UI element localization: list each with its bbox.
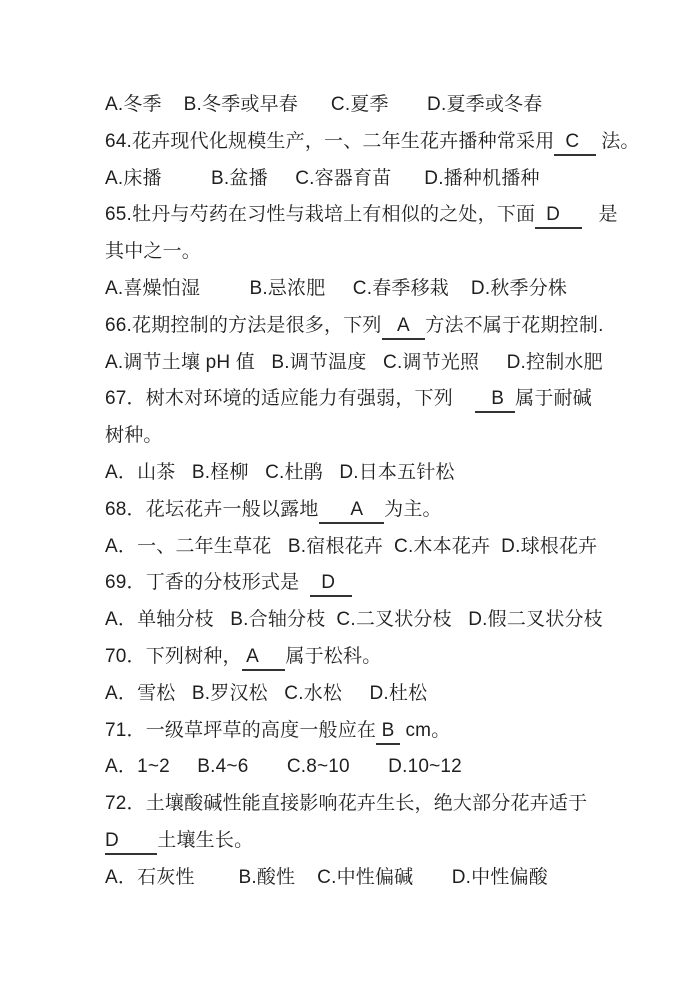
text-run: 为主。 xyxy=(384,498,442,520)
answer-blank: A xyxy=(319,498,385,524)
document-line xyxy=(105,823,680,860)
text-run: 72．土壤酸碱性能直接影响花卉生长，绝大部分花卉适于 xyxy=(105,793,588,815)
document-line xyxy=(105,455,680,492)
document-line xyxy=(105,749,680,786)
text-run: A.冬季 B.冬季或早春 C.夏季 D.夏季或冬春 xyxy=(105,94,543,115)
text-run: 属于耐碱 xyxy=(515,388,592,410)
document-line xyxy=(105,639,680,676)
text-run: A.床播 B.盆播 C.容器育苗 D.播种机播种 xyxy=(105,167,540,189)
text-run: 69．丁香的分枝形式是 xyxy=(105,572,311,594)
answer-blank: D xyxy=(310,571,351,597)
text-run: A．石灰性 B.酸性 C.中性偏碱 D.中性偏酸 xyxy=(105,866,548,888)
text-run: A．单轴分枝 B.合轴分枝 C.二叉状分枝 D.假二叉状分枝 xyxy=(105,609,603,631)
text-run: A.喜燥怕湿 B.忌浓肥 C.春季移栽 D.秋季分株 xyxy=(105,277,568,299)
text-run: cm。 xyxy=(399,719,451,741)
answer-blank: D xyxy=(105,829,157,855)
text-run: 66.花期控制的方法是很多，下列 xyxy=(105,314,382,336)
document-line xyxy=(105,860,680,897)
text-run: 法。 xyxy=(595,130,640,152)
text-run: 土壤生长。 xyxy=(157,829,254,851)
answer-blank: A xyxy=(242,645,286,671)
document-line xyxy=(105,234,680,271)
document-line xyxy=(105,308,680,345)
document-line xyxy=(105,345,680,382)
answer-blank: B xyxy=(376,719,400,745)
document-line xyxy=(105,161,680,198)
text-run: 方法不属于花期控制. xyxy=(425,314,604,336)
text-run: 树种。 xyxy=(105,425,163,447)
text-run: 70．下列树种， xyxy=(105,645,242,667)
text-run: 64.花卉现代化规模生产，一、二年生花卉播种常采用 xyxy=(105,130,555,152)
document-line xyxy=(105,676,680,713)
text-run: A．1~2 B.4~6 C.8~10 D.10~12 xyxy=(105,756,462,778)
text-run: A．山茶 B.柽柳 C.杜鹃 D.日本五针松 xyxy=(105,461,455,483)
text-run: 71．一级草坪草的高度一般应在 xyxy=(105,719,377,741)
text-run: 67．树木对环境的适应能力有强弱，下列 xyxy=(105,388,475,410)
document-line xyxy=(105,124,680,161)
text-run: 其中之一。 xyxy=(105,241,202,263)
answer-blank: D xyxy=(535,203,582,229)
text-run: A．一、二年生草花 B.宿根花卉 C.木本花卉 D.球根花卉 xyxy=(105,535,598,557)
document-line xyxy=(105,87,680,124)
document-line xyxy=(105,418,680,455)
document-line xyxy=(105,602,680,639)
document-line xyxy=(105,529,680,566)
document-line xyxy=(105,786,680,823)
text-run: 是 xyxy=(582,204,618,226)
answer-blank: A xyxy=(382,314,426,340)
answer-blank: C xyxy=(554,130,595,156)
document-line xyxy=(105,271,680,308)
document-line xyxy=(105,565,680,602)
answer-blank: B xyxy=(475,387,515,413)
text-run: 属于松科。 xyxy=(285,645,382,667)
text-run: 68．花坛花卉一般以露地 xyxy=(105,498,319,520)
document-line xyxy=(105,492,680,529)
document-line xyxy=(105,381,680,418)
text-run: A．雪松 B.罗汉松 C.水松 D.杜松 xyxy=(105,682,428,704)
question-list xyxy=(105,87,680,897)
document-line xyxy=(105,713,680,750)
document-line xyxy=(105,197,680,234)
text-run: A.调节土壤 pH 值 B.调节温度 C.调节光照 D.控制水肥 xyxy=(105,351,603,373)
text-run: 65.牡丹与芍药在习性与栽培上有相似的之处，下面 xyxy=(105,204,536,226)
